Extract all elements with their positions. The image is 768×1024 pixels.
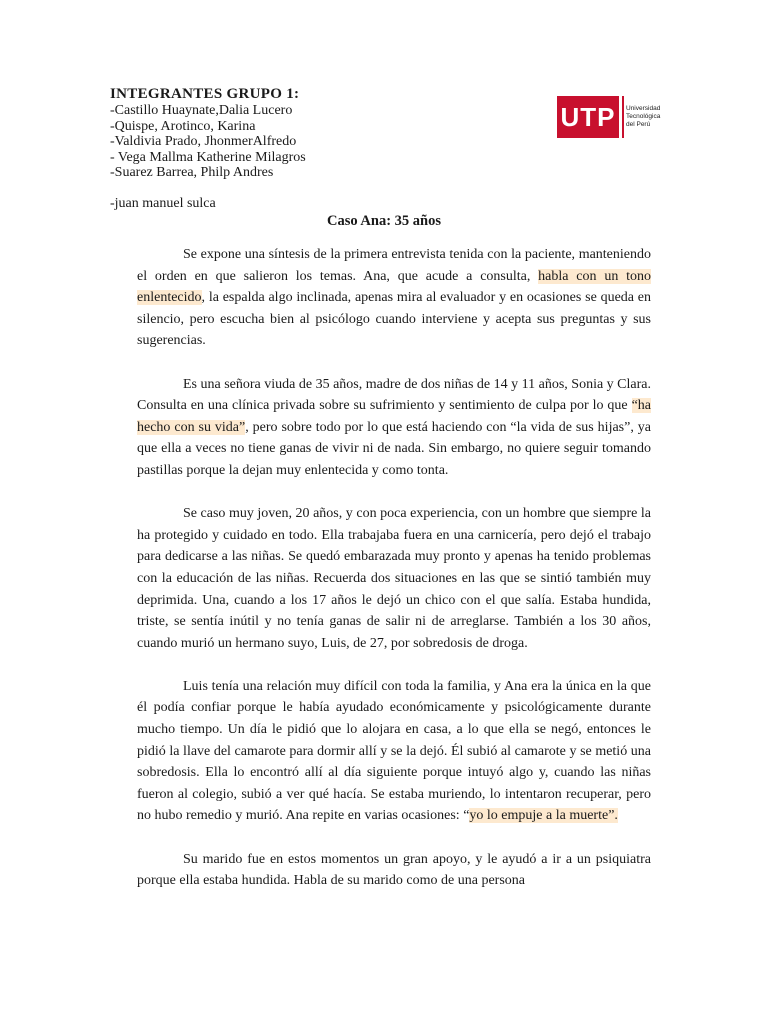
logo-divider: [622, 96, 624, 138]
text-run: Luis tenía una relación muy difícil con toda la familia, y Ana era la única en la que él podía confiar porque le había ayudado económicamente y psicológicamente durante mucho tiempo. Un día le pidió que lo alojara en casa, a lo que ella se negó, entonces le pidió la llave del camarote para dormir allí y se la dejó. Él subió al camarote y se metió una sobredosis. Ella lo encontró allí al día siguiente porque intuyó algo y, cuando las niñas fueron al colegio, subió a ver qué hacía. Se estaba muriendo, lo intentaron recuperar, pero no hubo remedio y murió. Ana repite en varias ocasiones: “: [137, 678, 651, 824]
text-run: Es una señora viuda de 35 años, madre de dos niñas de 14 y 11 años, Sonia y Clara. Consulta en una clínica privada sobre su sufrimiento y sentimiento de culpa por lo que: [137, 376, 651, 414]
logo-line: Universidad: [626, 105, 661, 112]
group-title: INTEGRANTES GRUPO 1:: [110, 86, 300, 102]
logo-line: Tecnológica: [626, 113, 661, 120]
text-run: , pero sobre todo por lo que está haciendo con “la vida de sus hijas”, ya que ella a veces no tiene ganas de vivir ni de nada. Sin embargo, no quiere seguir tomando pastillas porque la dejan muy enlentecida y como tonta.: [137, 419, 651, 478]
logo-wordmark: [626, 96, 660, 138]
body-paragraph: [137, 676, 651, 827]
member-item: -Valdivia Prado, JhonmerAlfredo: [110, 134, 297, 149]
logo-mark: [557, 96, 619, 138]
case-body: [137, 244, 651, 913]
member-item-extra: -juan manuel sulca: [110, 196, 216, 211]
members-list: [110, 103, 510, 181]
member-item: -Quispe, Arotinco, Karina: [110, 118, 256, 134]
body-paragraph: [137, 849, 651, 892]
text-run: , la espalda algo inclinada, apenas mira al evaluador y en ocasiones se queda en silencio, pero escucha bien al psicólogo cuando interviene y acepta sus preguntas y sus sugerencias.: [137, 290, 651, 349]
body-paragraph: [137, 374, 651, 482]
highlighted-text: “ha hecho con su vida”: [137, 398, 651, 435]
body-paragraph: [137, 503, 651, 654]
member-item: - Vega Mallma Katherine Milagros: [110, 149, 306, 165]
member-item: -Castillo Huaynate,Dalia Lucero: [110, 103, 293, 118]
text-run: Se caso muy joven, 20 años, y con poca experiencia, con un hombre que siempre la ha protegido y cuidado en todo. Ella trabajaba fuera en una carnicería, pero dejó el trabajo para dedicarse a las niñas. Se quedó embarazada muy pronto y apenas ha tenido problemas con la educación de las niñas. Recuerda dos situaciones en las que se sintió también muy deprimida. Una, cuando a los 17 años le dejó un chico con el que salía. Estaba hundida, triste, se sentía inútil y no tenía ganas de salir ni de arreglarse. También a los 30 años, cuando murió un hermano suyo, Luis, de 27, por sobredosis de droga.: [137, 506, 651, 651]
member-item: -Suarez Barrea, Philp Andres: [110, 165, 274, 180]
body-paragraph: [137, 244, 651, 352]
case-title: Caso Ana: 35 años: [326, 213, 441, 229]
utp-logo: [557, 96, 669, 138]
highlighted-text: habla con un tono enlentecido: [137, 268, 652, 306]
group-header: [110, 86, 510, 181]
highlighted-text: yo lo empuje a la muerte”.: [469, 808, 618, 824]
text-run: Se expone una síntesis de la primera entrevista tenida con la paciente, manteniendo el orden en que salieron los temas. Ana, que acude a consulta,: [137, 247, 651, 284]
text-run: Su marido fue en estos momentos un gran apoyo, y le ayudó a ir a un psiquiatra porque ella estaba hundida. Habla de su marido como de una persona: [137, 851, 651, 889]
logo-line: del Perú: [626, 121, 651, 128]
logo-letters: UTP: [560, 102, 616, 132]
